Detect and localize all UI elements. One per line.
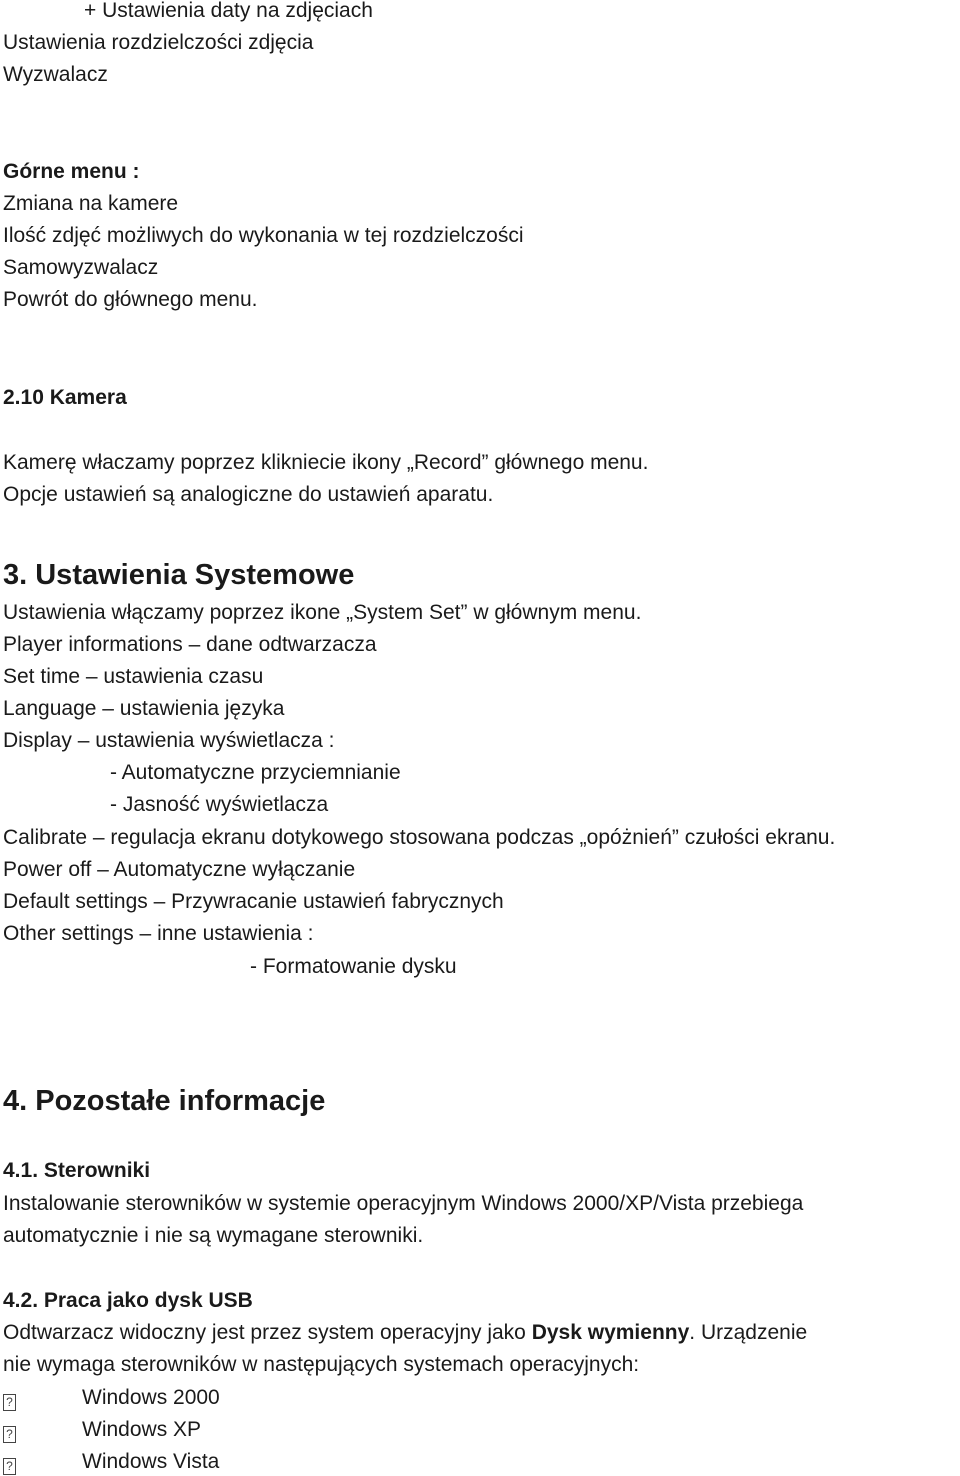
system-item-display: Display – ustawienia wyświetlacza : [3,729,335,752]
section-heading-system-settings: 3. Ustawienia Systemowe [3,559,355,591]
top-menu-heading: Górne menu : [3,160,140,183]
photo-menu-date-settings [84,0,373,25]
plus-mark: + Ustawienia daty na zdjęciach [84,0,373,22]
usb-paragraph-line-1 [3,1319,807,1347]
os-list-item-label: Windows XP [82,1418,202,1441]
system-item-power-off: Power off – Automatyczne wyłączanie [3,858,356,881]
usb-text-part-1: Odtwarzacz widoczny jest przez system operacyjny jako [3,1321,532,1344]
top-menu-item-photo-count: Ilość zdjęć możliwych do wykonania w tej rozdzielczości [3,224,524,247]
usb-text-removable-disk: Dysk wymienny [531,1321,690,1344]
missing-glyph-bullet-icon: ? [3,1458,16,1475]
drivers-paragraph-line-1: Instalowanie sterowników w systemie operacyjnym Windows 2000/XP/Vista przebiega [3,1192,804,1215]
subsection-heading-usb-disk: 4.2. Praca jako dysk USB [3,1289,253,1312]
top-menu-item-self-timer: Samowyzwalacz [3,256,159,279]
usb-text-part-3: . Urządzenie [689,1321,808,1344]
system-item-calibrate: Calibrate – regulacja ekranu dotykowego stosowana podczas „opóżnień” czułości ekranu. [3,826,836,849]
missing-glyph-bullet-icon: ? [3,1426,16,1443]
camera-paragraph-line-2: Opcje ustawień są analogiczne do ustawień aparatu. [3,483,494,506]
drivers-paragraph-line-2: automatycznie i nie są wymagane sterowniki. [3,1224,424,1247]
subsection-heading-drivers: 4.1. Sterowniki [3,1159,151,1182]
display-subitem-brightness: - Jasność wyświetlacza [110,793,329,816]
os-list-item-label: Windows Vista [82,1450,220,1473]
os-list-item-label: Windows 2000 [82,1386,220,1409]
top-menu-item-camera-switch: Zmiana na kamere [3,192,179,215]
system-settings-intro: Ustawienia włączamy poprzez ikone „System Set” w głównym menu. [3,601,642,624]
photo-menu-trigger: Wyzwalacz [3,63,108,86]
top-menu-item-back: Powrót do głównego menu. [3,288,258,311]
system-item-default-settings: Default settings – Przywracanie ustawień fabrycznych [3,890,504,913]
system-item-set-time: Set time – ustawienia czasu [3,665,264,688]
photo-menu-resolution: Ustawienia rozdzielczości zdjęcia [3,31,314,54]
os-list-item [3,1384,220,1412]
system-item-language: Language – ustawienia języka [3,697,285,720]
other-subitem-format-disk: - Formatowanie dysku [250,955,457,978]
missing-glyph-bullet-icon: ? [3,1394,16,1411]
section-heading-other-info: 4. Pozostałe informacje [3,1085,326,1117]
system-item-other-settings: Other settings – inne ustawienia : [3,922,314,945]
camera-paragraph-line-1: Kamerę właczamy poprzez klikniecie ikony „Record” głównego menu. [3,451,649,474]
display-subitem-auto-dim: - Automatyczne przyciemnianie [110,761,401,784]
system-item-player-info: Player informations – dane odtwarzacza [3,633,377,656]
section-heading-camera: 2.10 Kamera [3,386,127,409]
os-list-item [3,1416,202,1444]
usb-paragraph-line-2: nie wymaga sterowników w następujących systemach operacyjnych: [3,1353,640,1376]
